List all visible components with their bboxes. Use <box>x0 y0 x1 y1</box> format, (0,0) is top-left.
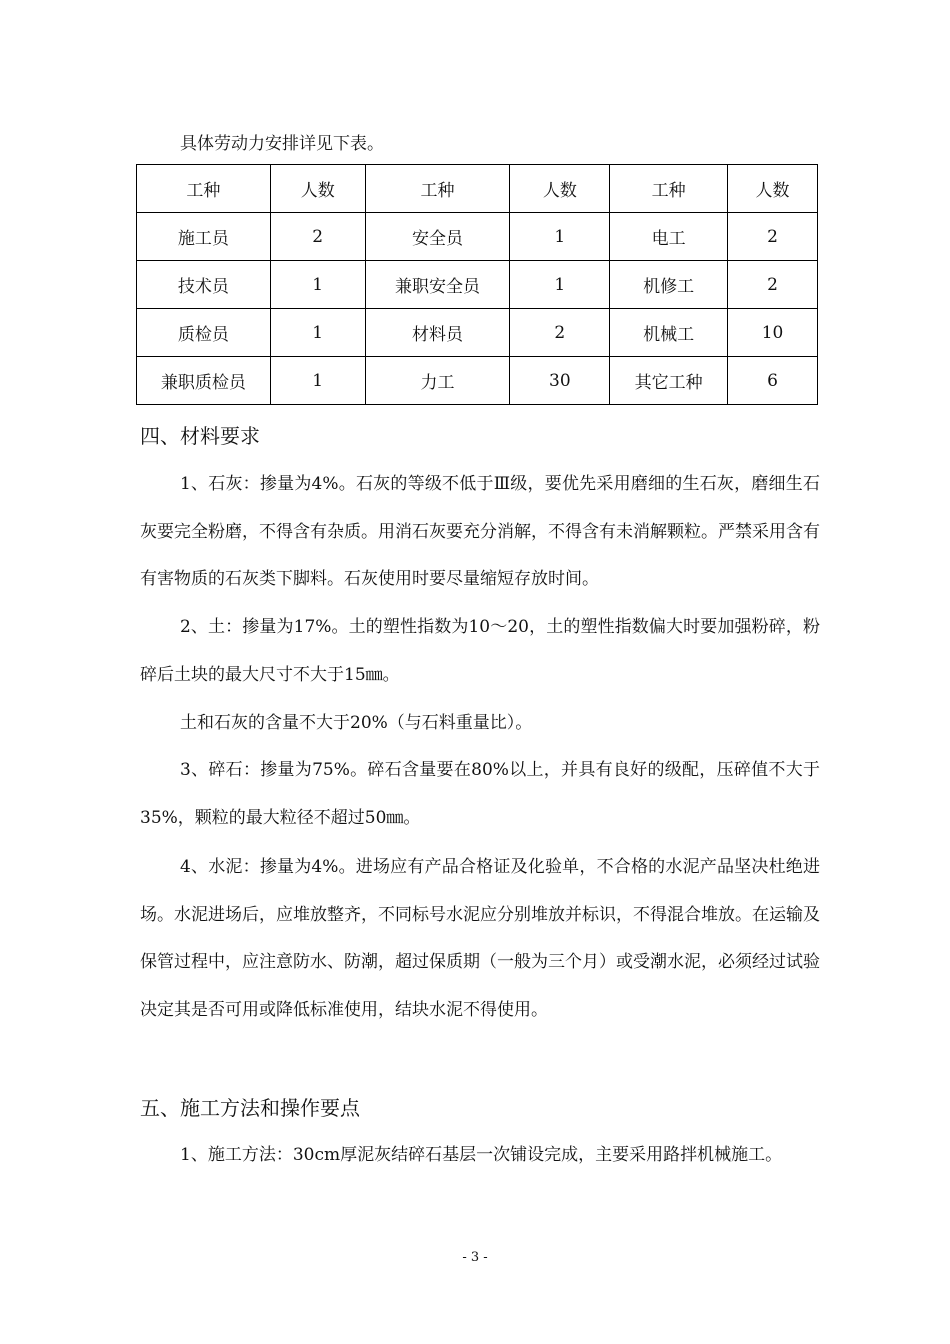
table-cell: 机修工 <box>610 261 728 309</box>
table-cell: 材料员 <box>365 309 510 357</box>
table-header-cell: 人数 <box>270 165 365 213</box>
table-cell: 兼职安全员 <box>365 261 510 309</box>
section4-para-soil: 2、土：掺量为17%。土的塑性指数为10～20，土的塑性指数偏大时要加强粉碎，粉碎后土块的最大尺寸不大于15㎜。 <box>140 617 820 685</box>
table-cell: 2 <box>510 309 610 357</box>
table-cell: 1 <box>510 213 610 261</box>
table-row <box>137 261 818 309</box>
section4-para-ratio: 土和石灰的含量不大于20%（与石料重量比）。 <box>180 713 533 733</box>
labor-table <box>136 164 818 405</box>
table-header-cell: 人数 <box>510 165 610 213</box>
table-cell: 30 <box>510 357 610 405</box>
table-cell: 1 <box>510 261 610 309</box>
section5-heading: 五、施工方法和操作要点 <box>140 1096 360 1120</box>
section5-para-method: 1、施工方法：30cm厚泥灰结碎石基层一次铺设完成，主要采用路拌机械施工。 <box>180 1145 783 1165</box>
table-cell: 2 <box>728 213 818 261</box>
table-cell: 10 <box>728 309 818 357</box>
table-row <box>137 213 818 261</box>
table-cell: 机械工 <box>610 309 728 357</box>
table-cell: 技术员 <box>137 261 271 309</box>
table-header-cell: 工种 <box>137 165 271 213</box>
table-row <box>137 309 818 357</box>
intro-text: 具体劳动力安排详见下表。 <box>180 134 384 154</box>
table-cell: 2 <box>270 213 365 261</box>
section4-heading: 四、材料要求 <box>140 424 260 448</box>
table-cell: 1 <box>270 261 365 309</box>
table-header-cell: 工种 <box>365 165 510 213</box>
table-row <box>137 357 818 405</box>
table-cell: 1 <box>270 357 365 405</box>
table-cell: 6 <box>728 357 818 405</box>
table-cell: 安全员 <box>365 213 510 261</box>
table-cell: 其它工种 <box>610 357 728 405</box>
table-cell: 力工 <box>365 357 510 405</box>
section4-para-lime: 1、石灰：掺量为4%。石灰的等级不低于Ⅲ级，要优先采用磨细的生石灰，磨细生石灰要完全粉磨，不得含有杂质。用消石灰要充分消解，不得含有未消解颗粒。严禁采用含有有害物质的石灰类下脚料。石灰使用时要尽量缩短存放时间。 <box>140 474 820 589</box>
table-cell: 电工 <box>610 213 728 261</box>
labor-table-body <box>137 165 818 405</box>
table-cell: 1 <box>270 309 365 357</box>
table-cell: 质检员 <box>137 309 271 357</box>
page-number: - 3 - <box>462 1250 488 1265</box>
section4-para-gravel: 3、碎石：掺量为75%。碎石含量要在80%以上，并具有良好的级配，压碎值不大于35%，颗粒的最大粒径不超过50㎜。 <box>140 760 820 828</box>
table-cell: 2 <box>728 261 818 309</box>
table-cell: 施工员 <box>137 213 271 261</box>
table-header-cell: 人数 <box>728 165 818 213</box>
table-header-row <box>137 165 818 213</box>
section4-para-cement: 4、水泥：掺量为4%。进场应有产品合格证及化验单，不合格的水泥产品坚决杜绝进场。水泥进场后，应堆放整齐，不同标号水泥应分别堆放并标识，不得混合堆放。在运输及保管过程中，应注意防水、防潮，超过保质期（一般为三个月）或受潮水泥，必须经过试验决定其是否可用或降低标准使用，结块水泥不得使用。 <box>140 857 820 1020</box>
table-cell: 兼职质检员 <box>137 357 271 405</box>
table-header-cell: 工种 <box>610 165 728 213</box>
